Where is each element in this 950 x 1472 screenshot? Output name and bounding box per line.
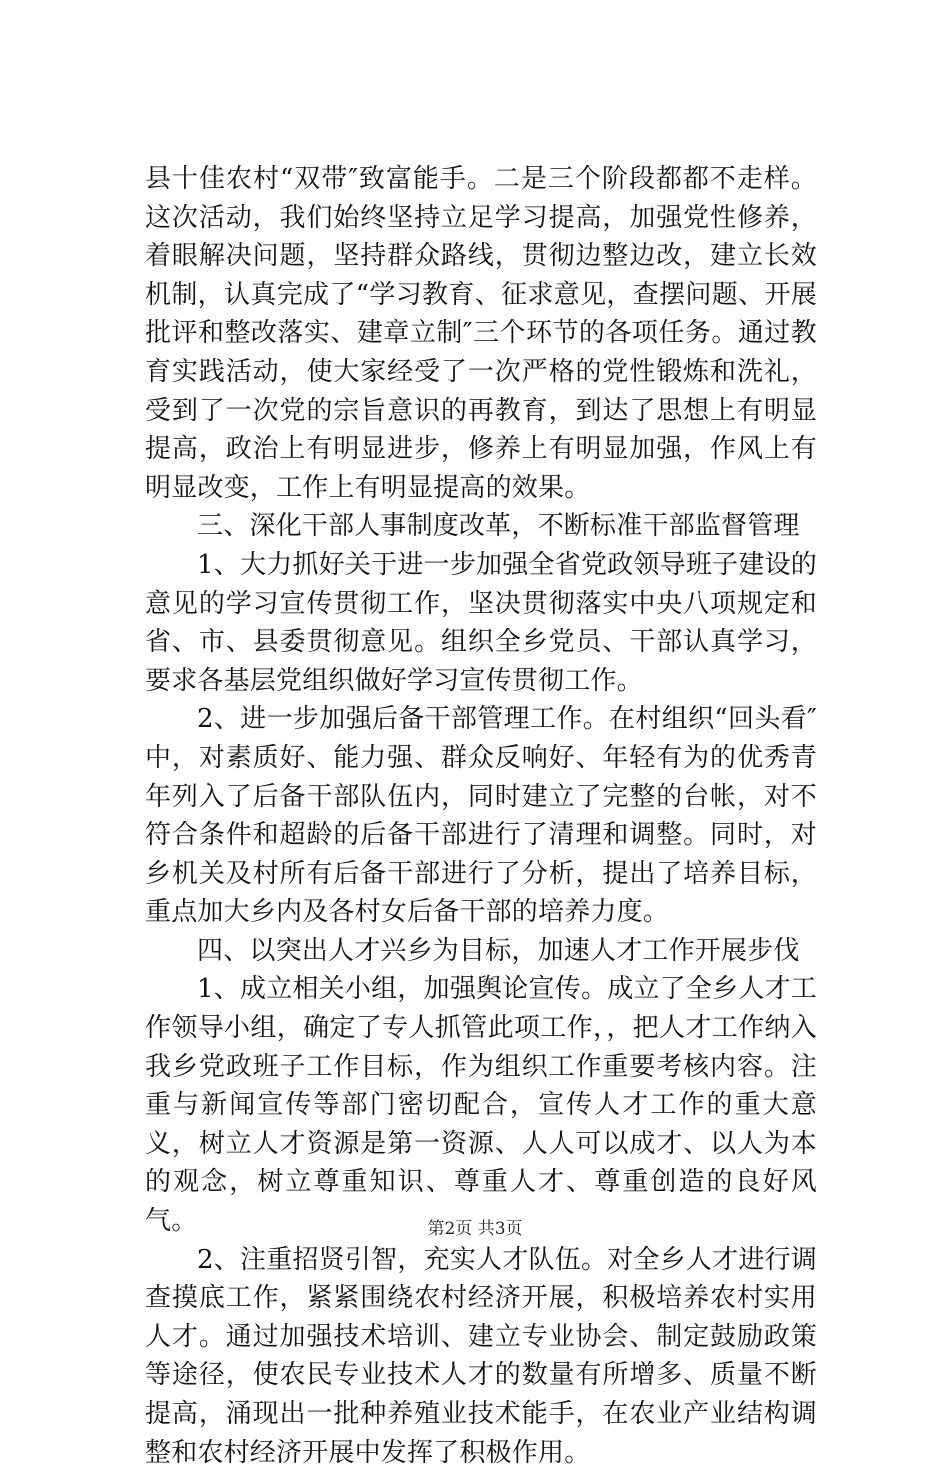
section-heading-four: 四、以突出人才兴乡为目标，加速人才工作开展步伐 xyxy=(197,935,800,966)
section-heading-three: 三、深化干部人事制度改革，不断标准干部监督管理 xyxy=(197,511,800,542)
page-number-footer: 第2页 共3页 xyxy=(427,1219,523,1239)
paragraph-item-3-1: 1、大力抓好关于进一步加强全省党政领导班子建设的意见的学习宣传贯彻工作，坚决贯彻落实中央八项规定和省、市、县委贯彻意见。组织全乡党员、干部认真学习，要求各基层党组织做好学习宣传贯彻工作。 xyxy=(145,549,817,696)
paragraph-item-4-1: 1、成立相关小组，加强舆论宣传。成立了全乡人才工作领导小组，确定了专人抓管此项工作，，把人才工作纳入我乡党政班子工作目标，作为组织工作重要考核内容。注重与新闻宣传等部门密切配合，宣传人才工作的重大意义，树立人才资源是第一资源、人人可以成才、以人为本的观念，树立尊重知识、尊重人才、尊重创造的良好风气。 xyxy=(145,974,817,1237)
paragraph-item-4-2: 2、注重招贤引智，充实人才队伍。对全乡人才进行调查摸底工作，紧紧围绕农村经济开展，积极培养农村实用人才。通过加强技术培训、建立专业协会、制定鼓励政策等途径，使农民专业技术人才的数量有所增多、质量不断提高，涌现出一批种养殖业技术能手，在农业产业结构调整和农村经济开展中发挥了积极作用。 xyxy=(145,1244,817,1468)
paragraph-continuation: 县十佳农村“双带″致富能手。二是三个阶段都都不走样。这次活动，我们始终坚持立足学习提高，加强党性修养，着眼解决问题，坚持群众路线，贯彻边整边改，建立长效机制，认真完成了“学习教育、征求意见，查摆问题、开展批评和整改落实、建章立制″三个环节的各项任务。通过教育实践活动，使大家经受了一次严格的党性锻炼和洗礼，受到了一次党的宗旨意识的再教育，到达了思想上有明显提高，政治上有明显进步，修养上有明显加强，作风上有明显改变，工作上有明显提高的效果。 xyxy=(145,164,817,503)
paragraph-item-3-2: 2、进一步加强后备干部管理工作。在村组织“回头看″中，对素质好、能力强、群众反响好、年轻有为的优秀青年列入了后备干部队伍内，同时建立了完整的台帐，对不符合条件和超龄的后备干部进行了清理和调整。同时，对乡机关及村所有后备干部进行了分析，提出了培养目标，重点加大乡内及各村女后备干部的培养力度。 xyxy=(145,704,817,928)
document-body xyxy=(145,160,817,1472)
